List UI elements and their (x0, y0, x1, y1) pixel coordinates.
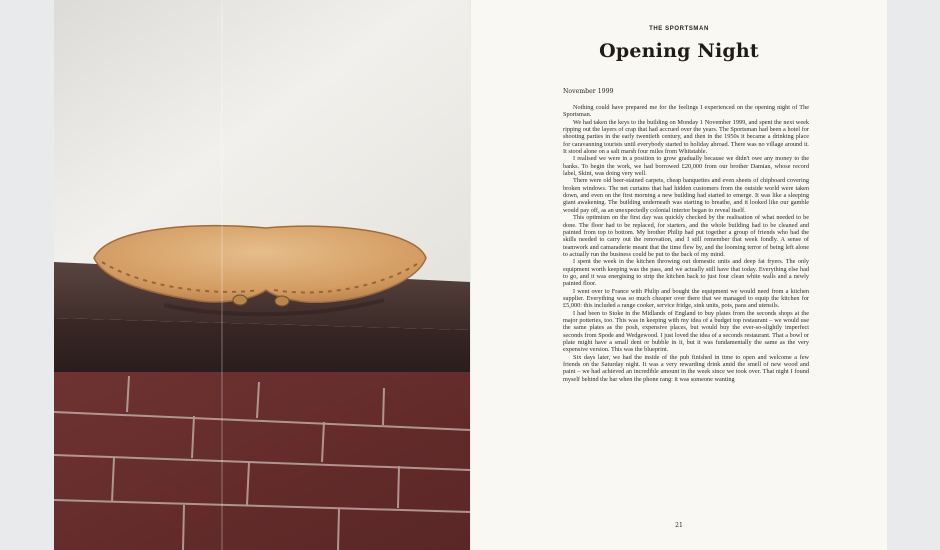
paragraph: I had been to Stoke in the Midlands of England to buy plates from the seconds shops at the major potteries, too. This was in keeping with my idea of a budget top restaurant – we would use the same plates as the posh, expensive places, but would buy the ever-so-slightly imperfect seconds from Spode and Wedgewood. I just loved the idea of a seconds restaurant. That a bowl or plate might have a small dent or bubble in it, but it was fundamentally the same as the very expensive version. This was the blueprint. (563, 309, 809, 354)
paragraph: There were old beer-stained carpets, cheap banquettes and even sheets of chipboard covering broken windows. The net curtains that had hidden customers from the outside world were taken down, and even on the first morning a new building had started to emerge. It was like a sleeping giant awakening. The building underneath was starting to breathe, and it looked like our gamble would pay off, as an unexpectedly colonial interior began to reveal itself. (563, 177, 809, 214)
page-number: 21 (675, 522, 683, 529)
paragraph: This optimism on the first day was quickly checked by the realisation of what needed to be done. The floor had to be replaced, for starters, and the whole building had to be cleaned and painted from top to bottom. My brother Philip had put together a group of friends who had the skills needed to carry out the renovation, and I still remember that week fondly. A sense of teamwork and camaraderie meant that the time flew by, and the looming terror of being left alone to actually run the business could be put to the back of my mind. (563, 214, 809, 258)
photo-crab-shell-on-mantel (54, 0, 470, 550)
body-text (563, 104, 809, 383)
paragraph: We had taken the keys to the building on Monday 1 November 1999, and spent the next week ripping out the layers of crap that had accrued over the years. The Sportsman had been a hotel for shooting parties in the early twentieth century, and then in the 1950s it became a drinking place for caravanning tourists until everybody started to holiday abroad. There was no village around it. It stood alone on a salt marsh four miles from Whitstable. (563, 118, 809, 156)
paragraph: Six days later, we had the inside of the pub finished in time to open and welcome a few friends on the Saturday night. It was a very rewarding drink amid the smell of new wood and paint – we had achieved an incredible amount in the week since we took over. That night I found myself behind the bar when the phone rang: it was someone wanting (563, 353, 809, 383)
paragraph: I realised we were in a position to grow gradually because we didn't owe any money to the banks. To begin the work, we had borrowed £20,000 from our brother Damian, whose record label, Skint, was doing very well. (563, 155, 809, 178)
paragraph: I spent the week in the kitchen throwing out domestic units and deep fat fryers. The only equipment worth keeping was the pass, and we actually still have that today. Everything else had to go, and it was energising to strip the kitchen back to just four clean white walls and a newly painted floor. (563, 258, 809, 288)
background-margin (887, 0, 940, 550)
text-page (471, 0, 887, 550)
paragraph: I went over to France with Philip and bought the equipment we would need from a kitchen supplier. Everything was so much cheaper over there that we managed to equip the kitchen for £5,000: this included a range cooker, service fridge, sink units, pots, pans and utensils. (563, 287, 809, 310)
paragraph: Nothing could have prepared me for the feelings I experienced on the opening night of The Sportsman. (563, 104, 809, 119)
chapter-title: Opening Night (599, 40, 759, 62)
running-head: THE SPORTSMAN (649, 26, 709, 32)
dateline: November 1999 (563, 88, 614, 95)
